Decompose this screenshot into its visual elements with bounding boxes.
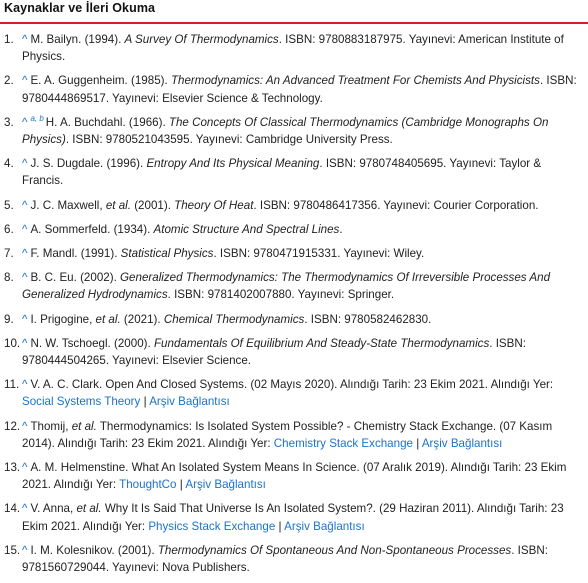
reference-text: (2021).	[120, 312, 164, 326]
reference-text: (2001).	[130, 198, 175, 212]
reference-title: Thermodynamics Of Spontaneous And Non-Spontaneous Processes	[157, 543, 512, 557]
reference-publication: . ISBN: 9780471915331. Yayınevi: Wiley.	[213, 247, 425, 261]
reference-item	[0, 335, 584, 369]
reference-number: 1.	[4, 33, 14, 46]
backlink-caret[interactable]: ^	[22, 247, 28, 261]
reference-author-date: J. C. Maxwell,	[30, 198, 106, 212]
reference-author-date: V. Anna,	[30, 502, 77, 516]
backlink-caret[interactable]: ^	[22, 74, 28, 88]
et-al: et al.	[71, 419, 97, 433]
reference-author-date: I. M. Kolesnikov. (2001).	[30, 543, 158, 557]
reference-number: 15.	[4, 543, 21, 557]
backlink-caret[interactable]: ^	[22, 198, 28, 212]
reference-publication: . ISBN: 9780444869517. Yayınevi: Elsevier Science & Technology.	[22, 74, 577, 105]
reference-author-date: A. M. Helmenstine. What An Isolated System Means In Science. (07 Aralık 2019). Alındığı Tarih: 23 Ekim 2021. Alındığı Yer:	[22, 461, 567, 492]
backlink-caret[interactable]: ^	[22, 543, 28, 557]
reference-text: Why It Is Said That Universe Is An Isolated System?. (29 Haziran 2011). Alındığı Tarih: 23 Ekim 2021. Alındığı Yer:	[22, 502, 564, 533]
reference-author-date: I. Prigogine,	[30, 312, 96, 326]
backlink-caret[interactable]: ^	[22, 336, 28, 350]
reference-author-date: A. Sommerfeld. (1934).	[30, 222, 154, 236]
reference-publication: . ISBN: 9780883187975. Yayınevi: American Institute of Physics.	[22, 33, 564, 64]
archive-link[interactable]: Arşiv Bağlantısı	[149, 395, 230, 409]
reference-item	[0, 311, 584, 328]
reference-item	[0, 245, 584, 262]
reference-item	[0, 155, 584, 189]
reference-number: 2.	[4, 74, 14, 88]
reference-number: 13.	[4, 461, 21, 475]
reference-publication: . ISBN: 9781402007880. Yayınevi: Springer.	[167, 288, 395, 302]
archive-link[interactable]: Arşiv Bağlantısı	[284, 519, 365, 533]
reference-item	[0, 197, 584, 214]
reference-title: Generalized Thermodynamics: The Thermodynamics Of Irreversible Processes And Generalized Hydrodynamics	[22, 271, 551, 302]
backlink-letters[interactable]: a, b	[30, 113, 44, 123]
backlink-caret[interactable]: ^	[22, 419, 28, 433]
reference-publication: . ISBN: 9780521043595. Yayınevi: Cambridge University Press.	[65, 133, 393, 147]
reference-author-date: E. A. Guggenheim. (1985).	[30, 74, 171, 88]
reference-publication: . ISBN: 9781560729044. Yayınevi: Nova Publishers.	[22, 543, 548, 575]
reference-number: 9.	[4, 312, 14, 326]
et-al: et al.	[76, 502, 102, 516]
reference-publication: .	[339, 222, 343, 236]
reference-title: Atomic Structure And Spectral Lines	[153, 222, 340, 236]
reference-item	[0, 114, 584, 148]
reference-item	[0, 542, 584, 576]
backlink-caret[interactable]: ^	[22, 312, 28, 326]
reference-title: A Survey Of Thermodynamics	[124, 33, 279, 46]
reference-number: 12.	[4, 419, 21, 433]
reference-number: 11.	[4, 378, 20, 392]
link-separator: |	[278, 519, 282, 533]
backlink-caret[interactable]: ^	[22, 378, 28, 392]
reference-item	[0, 376, 584, 410]
reference-item	[0, 269, 584, 303]
reference-publication: . ISBN: 9780486417356. Yayınevi: Courier Corporation.	[253, 198, 539, 212]
reference-title: The Concepts Of Classical Thermodynamics (Cambridge Monographs On Physics)	[22, 115, 549, 147]
reference-number: 8.	[4, 271, 14, 285]
et-al: et al.	[95, 312, 121, 326]
reference-publication: . ISBN: 9780748405695. Yayınevi: Taylor & Francis.	[22, 157, 542, 188]
section-title: Kaynaklar ve İleri Okuma	[4, 1, 156, 15]
reference-title: Entropy And Its Physical Meaning	[146, 157, 320, 171]
reference-item	[0, 31, 584, 65]
reference-number: 10.	[4, 336, 21, 350]
backlink-caret[interactable]: ^	[22, 33, 28, 46]
reference-item	[0, 72, 584, 106]
backlink-caret[interactable]: ^	[22, 502, 28, 516]
reference-item	[0, 459, 584, 493]
link-separator: |	[416, 436, 420, 450]
reference-title: Thermodynamics: An Advanced Treatment For Chemists And Physicists	[170, 74, 540, 88]
link-separator: |	[179, 478, 183, 492]
reference-author-date: N. W. Tschoegl. (2000).	[30, 336, 154, 350]
reference-author-date: H. A. Buchdahl. (1966).	[45, 115, 169, 129]
section-header	[0, 0, 588, 24]
reference-author-date: B. C. Eu. (2002).	[30, 271, 121, 285]
reference-publication: . ISBN: 9780444504265. Yayınevi: Elsevier Science.	[22, 336, 526, 368]
reference-author-date: F. Mandl. (1991).	[30, 247, 121, 261]
archive-link[interactable]: Arşiv Bağlantısı	[421, 436, 503, 450]
link-separator: |	[143, 395, 147, 409]
archive-link[interactable]: Arşiv Bağlantısı	[185, 478, 266, 492]
reference-number: 4.	[4, 157, 14, 171]
source-link[interactable]: ThoughtCo	[119, 478, 177, 492]
reference-title: Chemical Thermodynamics	[163, 312, 305, 326]
reference-author-date: J. S. Dugdale. (1996).	[30, 157, 147, 171]
reference-publication: . ISBN: 9780582462830.	[304, 312, 432, 326]
reference-text: Thermodynamics: Is Isolated System Possible? - Chemistry Stack Exchange. (07 Kasım 2014). Alındığı Tarih: 23 Ekim 2021. Alındığı Yer:	[22, 419, 553, 450]
backlink-caret[interactable]: ^	[22, 271, 28, 285]
source-link[interactable]: Social Systems Theory	[22, 395, 141, 409]
reference-item	[0, 418, 584, 452]
source-link[interactable]: Physics Stack Exchange	[148, 519, 276, 533]
reference-title: Fundamentals Of Equilibrium And Steady-State Thermodynamics	[153, 336, 490, 350]
reference-author-date: M. Bailyn. (1994).	[30, 33, 125, 46]
source-link[interactable]: Chemistry Stack Exchange	[273, 436, 413, 450]
reference-number: 7.	[4, 247, 14, 261]
backlink-caret[interactable]: ^	[22, 461, 28, 475]
reference-title: Statistical Physics	[120, 247, 214, 261]
backlink-caret[interactable]: ^	[22, 222, 28, 236]
reference-list	[0, 31, 584, 583]
reference-number: 3.	[4, 115, 14, 129]
reference-author-date: V. A. C. Clark. Open And Closed Systems. (02 Mayıs 2020). Alındığı Tarih: 23 Ekim 2021. Alındığı Yer:	[30, 378, 554, 392]
reference-item	[0, 500, 584, 534]
backlink-caret[interactable]: ^	[22, 157, 28, 171]
et-al: et al.	[105, 198, 131, 212]
reference-item	[0, 221, 584, 238]
backlink-caret[interactable]: ^	[22, 115, 28, 129]
reference-number: 5.	[4, 198, 14, 212]
reference-number: 14.	[4, 502, 21, 516]
reference-number: 6.	[4, 222, 14, 236]
reference-author-date: Thomij,	[30, 419, 72, 433]
reference-title: Theory Of Heat	[174, 198, 254, 212]
